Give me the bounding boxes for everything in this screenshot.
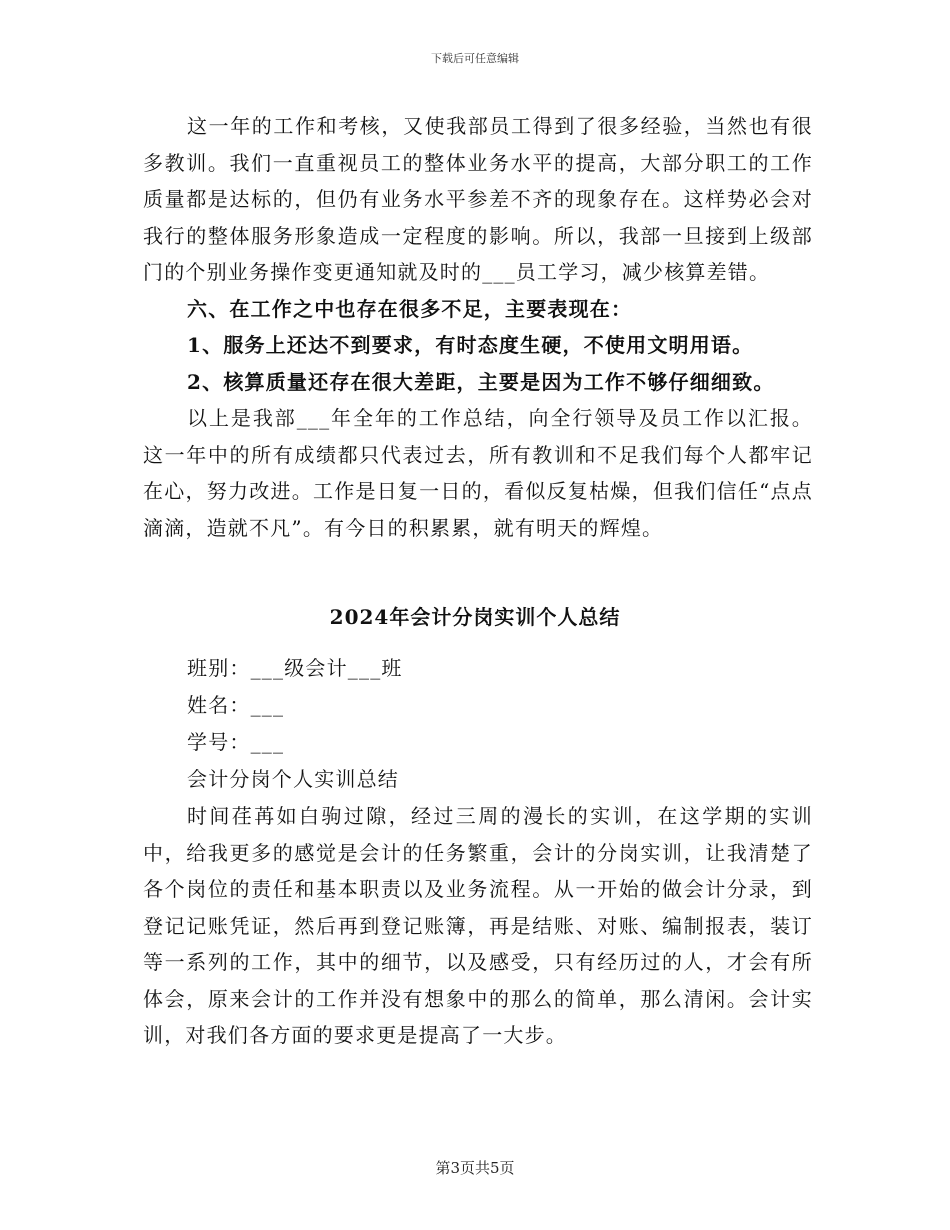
bold-item-1: 1、服务上还达不到要求，有时态度生硬，不使用文明用语。 [187, 333, 754, 357]
paragraph: 这一年的工作和考核，又使我部员工得到了很多经验，当然也有很多教训。我们一直重视员工的整体业务水平的提高，大部分职工的工作质量都是达标的，但仍有业务水平参差不齐的现象存在。这样势必会对我行的整体服务形象造成一定程度的影响。所以，我部一旦接到上级部门的个别业务操作变更通知就及时的___员工学习，减少核算差错。 [143, 114, 813, 284]
section-title: 2024年会计分岗实训个人总结 [329, 605, 621, 629]
bold-item-2: 2、核算质量还存在很大差距，主要是因为工作不够仔细细致。 [187, 369, 775, 394]
bold-heading: 六、在工作之中也存在很多不足，主要表现在： [187, 296, 633, 321]
closing-paragraph: 以上是我部___年全年的工作总结，向全行领导及员工作以汇报。这一年中的所有成绩都只代表过去，所有教训和不足我们每个人都牢记在心，努力改进。工作是日复一日的，看似反复枯燥，但我们信任“点点滴滴，造就不凡”。有今日的积累累，就有明天的辉煌。 [143, 406, 813, 540]
subtitle: 会计分岗个人实训总结 [187, 767, 399, 791]
section-1 [143, 108, 813, 546]
field-class: 班别：___级会计___班 [187, 656, 403, 680]
page-header: 下载后可任意编辑 [431, 52, 519, 65]
body-paragraph: 时间荏苒如白驹过隙，经过三周的漫长的实训，在这学期的实训中，给我更多的感觉是会计的任务繁重，会计的分岗实训，让我清楚了各个岗位的责任和基本职责以及业务流程。从一开始的做会计分录，到登记记账凭证，然后再到登记账簿，再是结账、对账、编制报表，装订等一系列的工作，其中的细节，以及感受，只有经历过的人，才会有所体会，原来会计的工作并没有想象中的那么的简单，那么清闲。会计实训，对我们各方面的要求更是提高了一大步。 [143, 804, 813, 1047]
field-student-id: 学号：___ [187, 730, 285, 754]
page-footer: 第3页共5页 [435, 1159, 515, 1177]
field-name: 姓名：___ [187, 693, 285, 717]
section-2 [143, 650, 813, 1054]
